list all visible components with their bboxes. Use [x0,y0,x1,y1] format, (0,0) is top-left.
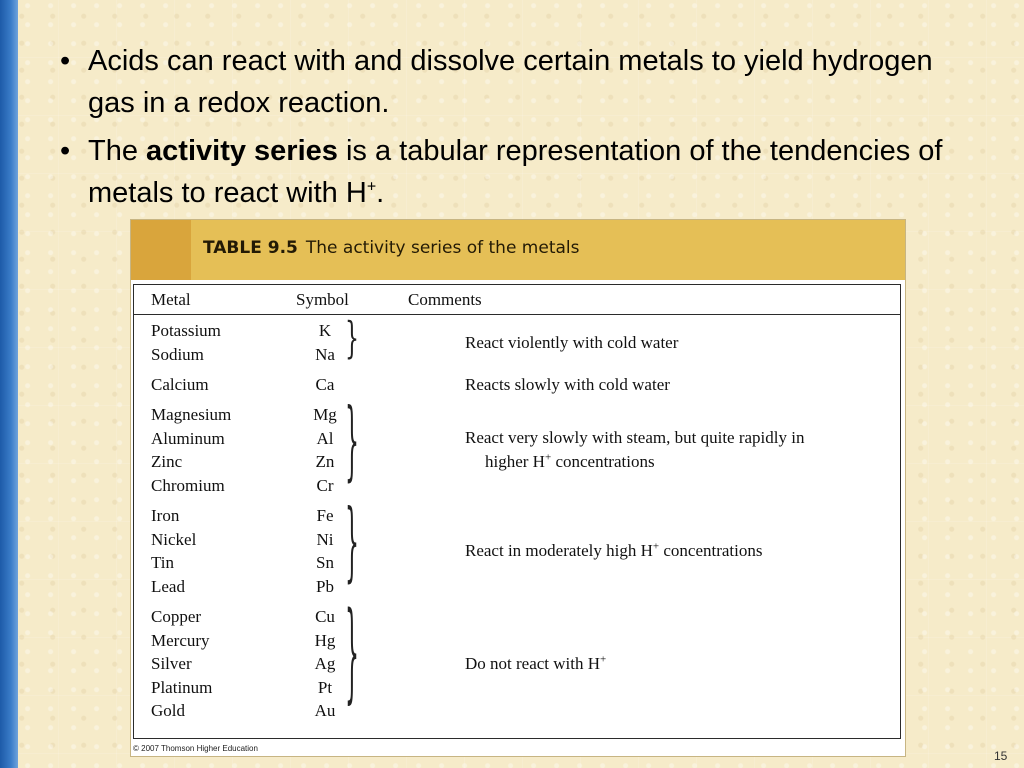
comment-sup: + [544,451,552,464]
group-comment [465,541,763,561]
group-comment [465,654,606,674]
metal-symbol: Ag [314,654,336,673]
bullet-text: Acids can react with and dissolve certain metals to yield hydrogen gas in a redox reaction. [88,45,933,119]
metal-name: Lead [151,576,185,596]
metal-name: Sodium [151,344,204,364]
group-comment [465,375,670,395]
metal-name: Magnesium [151,405,232,424]
group-comment [465,428,804,448]
bullet-item [60,40,960,124]
metal-symbol: Sn [316,553,334,572]
metal-symbol: Zn [315,452,335,471]
metal-symbol: Na [315,344,335,364]
metal-symbol: K [318,321,332,340]
metal-name: Silver [151,654,192,673]
metal-symbol: Mg [313,405,337,424]
comment-text-post: concentrations [659,541,763,560]
comment-text: higher H [485,452,545,471]
table-title [203,238,580,258]
group-brace: } [345,595,359,718]
bullet-item [60,130,960,214]
group-comment [465,333,678,353]
comment-text: Do not react with H [465,653,601,673]
column-header-symbol: Symbol [296,290,349,309]
metal-name: Mercury [151,630,210,650]
group-brace: } [345,395,359,494]
table-header-tab [131,220,191,280]
table-header-band [131,220,905,280]
group-brace: } [345,496,359,595]
bullet-text-pre: The [88,135,147,167]
metal-symbol: Pt [317,677,333,697]
header-divider [133,314,901,315]
metal-name: Platinum [151,677,213,697]
table-label: TABLE 9.5 [203,238,298,258]
metal-symbol: Au [314,701,336,720]
group-brace: } [345,315,359,365]
metal-name: Tin [151,553,175,572]
column-header-metal: Metal [151,290,191,309]
copyright-note: © 2007 Thomson Higher Education [133,744,258,753]
comment-sup: + [652,540,660,553]
metal-symbol: Ni [316,529,334,549]
bullet-dot: • [60,45,71,77]
comment-text: Reacts slowly with cold water [465,374,670,394]
comment-text-post: concentrations [551,452,655,471]
comment-text: React very slowly with steam, but quite rapidly in [465,428,805,447]
column-header-comments: Comments [408,290,482,309]
bullet-text-bold: activity series [146,135,338,167]
activity-series-table [130,219,906,757]
metal-name: Chromium [151,475,225,495]
metal-name: Gold [151,701,185,720]
metal-name: Potassium [151,321,221,340]
group-comment-line2 [485,452,655,472]
metal-name: Aluminum [151,428,225,448]
metal-name: Nickel [151,529,197,549]
bullet-text-end: . [376,177,385,209]
metal-name: Calcium [151,375,209,394]
comment-text: React violently with cold water [465,332,679,352]
metal-name: Iron [151,506,180,525]
bullet-text-post: is a tabular representation of the tendencies of metals to react with H [88,135,943,209]
metal-symbol: Hg [314,630,336,650]
metal-name: Copper [151,607,202,626]
comment-sup: + [600,653,607,666]
metal-symbol: Pb [316,576,334,596]
metal-symbol: Fe [316,506,334,525]
comment-text: React in moderately high H [465,541,653,560]
metal-symbol: Cr [316,475,334,495]
metal-symbol: Ca [315,375,335,394]
metal-symbol: Cu [315,607,335,626]
metal-symbol: Al [316,428,334,448]
page-number: 15 [994,749,1008,763]
bullet-list [60,40,960,220]
side-accent-bar [0,0,18,768]
bullet-text-sup: + [366,178,377,196]
table-caption: The activity series of the metals [305,238,580,258]
bullet-dot: • [60,135,71,167]
metal-name: Zinc [151,452,183,471]
